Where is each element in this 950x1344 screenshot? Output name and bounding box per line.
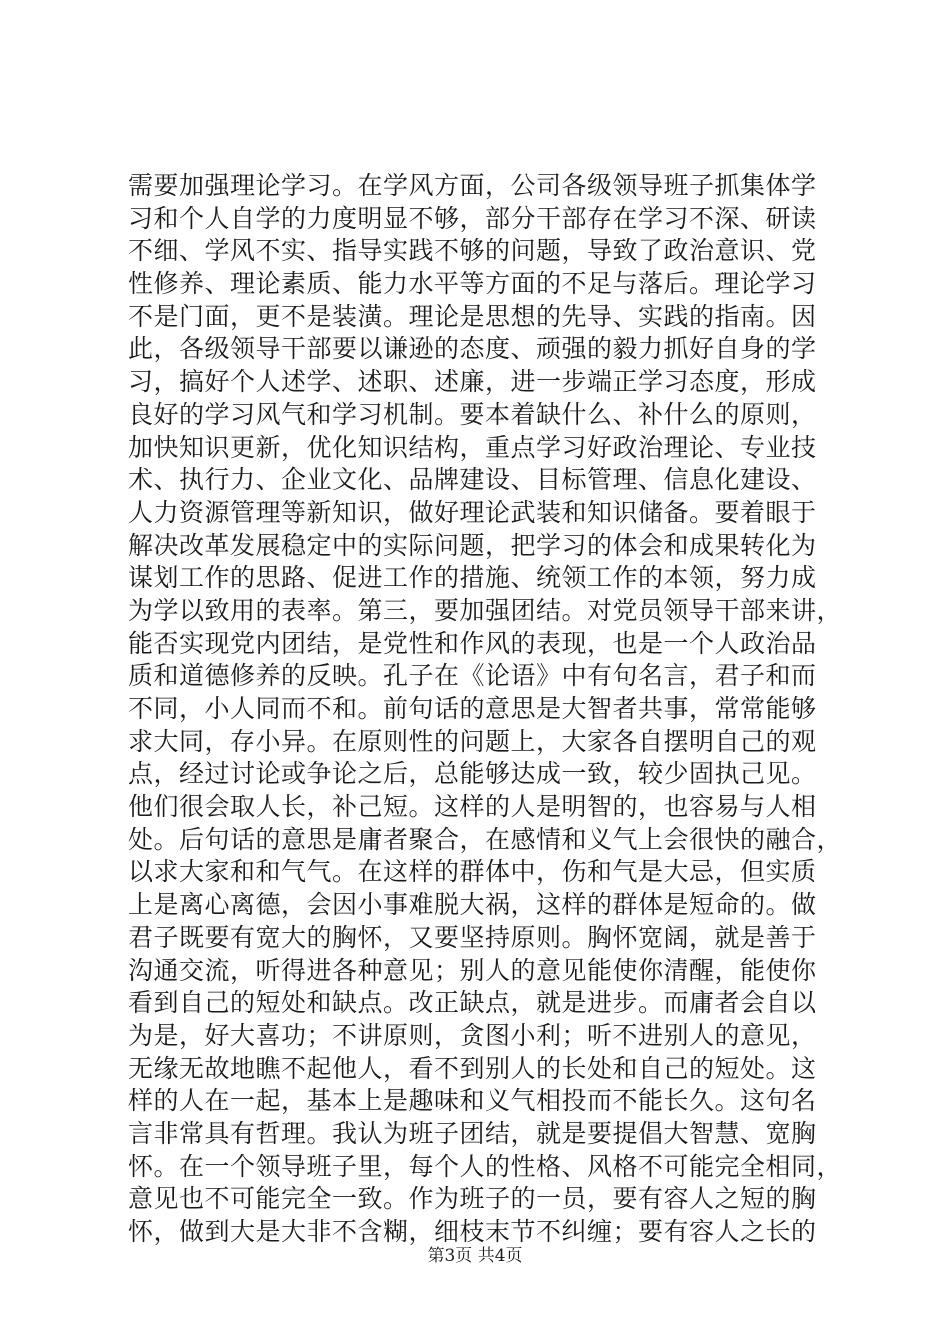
text-line: 能否实现党内团结，是党性和作风的表现，也是一个人政治品 [128, 628, 817, 658]
text-line: 以求大家和和气气。在这样的群体中，伤和气是大忌，但实质 [128, 857, 817, 887]
text-line: 为是，好大喜功；不讲原则，贪图小利；听不进别人的意见， [128, 1020, 817, 1050]
text-line: 人力资源管理等新知识，做好理论武装和知识储备。要着眼于 [128, 497, 817, 527]
text-line: 术、执行力、企业文化、品牌建设、目标管理、信息化建设、 [128, 465, 817, 495]
text-line: 沟通交流，听得进各种意见；别人的意见能使你清醒，能使你 [128, 955, 817, 985]
text-line: 怀，做到大是大非不含糊，细枝末节不纠缠；要有容人之长的 [128, 1217, 817, 1246]
text-line: 处。后句话的意思是庸者聚合，在感情和义气上会很快的融合， [128, 824, 843, 854]
text-line: 上是离心离德，会因小事难脱大祸，这样的群体是短命的。做 [128, 890, 817, 920]
text-line: 不同，小人同而不和。前句话的意思是大智者共事，常常能够 [128, 694, 817, 723]
text-line: 习和个人自学的力度明显不够，部分干部存在学习不深、研读 [128, 203, 817, 233]
text-line: 需要加强理论学习。在学风方面，公司各级领导班子抓集体学 [128, 171, 817, 200]
text-line: 此，各级领导干部要以谦逊的态度、顽强的毅力抓好自身的学 [128, 334, 817, 364]
text-line: 习，搞好个人述学、述职、述廉，进一步端正学习态度，形成 [128, 367, 817, 397]
text-line: 求大同，存小异。在原则性的问题上，大家各自摆明自己的观 [128, 726, 817, 756]
text-line: 看到自己的短处和缺点。改正缺点，就是进步。而庸者会自以 [128, 988, 817, 1018]
text-line: 样的人在一起，基本上是趣味和义气相投而不能长久。这句名 [128, 1086, 817, 1116]
text-line: 不是门面，更不是装潢。理论是思想的先导、实践的指南。因 [128, 301, 817, 331]
text-line: 言非常具有哲理。我认为班子团结，就是要提倡大智慧、宽胸 [128, 1118, 817, 1148]
text-line: 点，经过讨论或争论之后，总能够达成一致，较少固执己见。 [128, 759, 817, 789]
text-line: 不细、学风不实、指导实践不够的问题，导致了政治意识、党 [128, 236, 817, 266]
text-line: 他们很会取人长，补己短。这样的人是明智的，也容易与人相 [128, 792, 817, 822]
text-line: 加快知识更新，优化知识结构，重点学习好政治理论、专业技 [128, 432, 817, 462]
body-text [128, 170, 843, 1249]
text-line: 良好的学习风气和学习机制。要本着缺什么、补什么的原则， [128, 399, 817, 429]
text-line: 怀。在一个领导班子里，每个人的性格、风格不可能完全相同， [128, 1151, 843, 1181]
text-line: 意见也不可能完全一致。作为班子的一员，要有容人之短的胸 [128, 1184, 817, 1214]
text-line: 性修养、理论素质、能力水平等方面的不足与落后。理论学习 [128, 269, 817, 299]
text-line: 无缘无故地瞧不起他人，看不到别人的长处和自己的短处。这 [128, 1053, 817, 1083]
text-line: 为学以致用的表率。第三，要加强团结。对党员领导干部来讲， [128, 595, 843, 625]
text-line: 谋划工作的思路、促进工作的措施、统领工作的本领，努力成 [128, 563, 817, 593]
text-line: 君子既要有宽大的胸怀，又要坚持原则。胸怀宽阔，就是善于 [128, 922, 817, 952]
text-line: 解决改革发展稳定中的实际问题，把学习的体会和成果转化为 [128, 530, 817, 560]
page-number-footer: 第3页 共4页 [427, 1246, 523, 1266]
text-line: 质和道德修养的反映。孔子在《论语》中有句名言，君子和而 [128, 661, 817, 691]
